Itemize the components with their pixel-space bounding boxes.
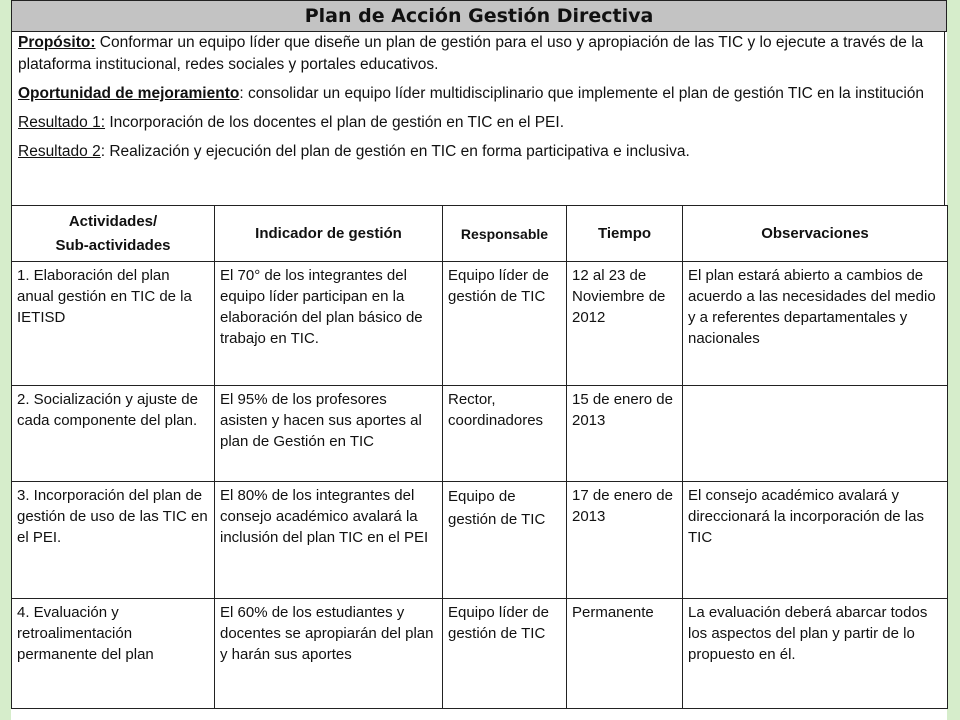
cell-observations: El plan estará abierto a cambios de acuerdo a las necesidades del medio y a referentes departamentales y nacionales bbox=[683, 262, 948, 386]
cell-responsible: Equipo líder de gestión de TIC bbox=[443, 599, 567, 709]
page-title: Plan de Acción Gestión Directiva bbox=[11, 0, 947, 32]
purpose-label: Propósito: bbox=[18, 34, 96, 51]
result2-text: : Realización y ejecución del plan de gestión en TIC en forma participativa e inclusiva. bbox=[100, 143, 690, 160]
cell-observations: El consejo académico avalará y direccionará la incorporación de las TIC bbox=[683, 482, 948, 599]
purpose-section bbox=[11, 32, 945, 205]
column-header-responsible: Responsable bbox=[443, 206, 567, 262]
table-row bbox=[12, 599, 948, 709]
cell-time: Permanente bbox=[567, 599, 683, 709]
cell-time: 12 al 23 de Noviembre de 2012 bbox=[567, 262, 683, 386]
table-row bbox=[12, 386, 948, 482]
cell-activity: 2. Socialización y ajuste de cada componente del plan. bbox=[12, 386, 215, 482]
result1-text: Incorporación de los docentes el plan de gestión en TIC en el PEI. bbox=[105, 114, 565, 131]
opportunity-label: Oportunidad de mejoramiento bbox=[18, 85, 240, 102]
cell-activity: 4. Evaluación y retroalimentación permanente del plan bbox=[12, 599, 215, 709]
column-header-observations: Observaciones bbox=[683, 206, 948, 262]
cell-indicator: El 95% de los profesores asisten y hacen sus aportes al plan de Gestión en TIC bbox=[215, 386, 443, 482]
cell-time: 17 de enero de 2013 bbox=[567, 482, 683, 599]
table-header-row bbox=[12, 206, 948, 262]
cell-time: 15 de enero de 2013 bbox=[567, 386, 683, 482]
column-header-activities-line1: Actividades/ bbox=[68, 212, 158, 230]
result2-paragraph bbox=[18, 141, 938, 163]
cell-observations bbox=[683, 386, 948, 482]
column-header-activities bbox=[12, 206, 215, 262]
result1-paragraph bbox=[18, 112, 938, 134]
cell-activity: 3. Incorporación del plan de gestión de uso de las TIC en el PEI. bbox=[12, 482, 215, 599]
action-plan-table bbox=[11, 205, 948, 709]
purpose-text: Conformar un equipo líder que diseñe un plan de gestión para el uso y apropiación de las TIC y lo ejecute a través de la plataforma institucional, redes sociales y portales educativos. bbox=[18, 34, 924, 73]
cell-responsible: Equipo de gestión de TIC bbox=[443, 482, 567, 599]
result1-label: Resultado 1: bbox=[18, 114, 106, 131]
cell-indicator: El 70° de los integrantes del equipo líder participan en la elaboración del plan básico de trabajo en TIC. bbox=[215, 262, 443, 386]
table-row bbox=[12, 482, 948, 599]
cell-indicator: El 60% de los estudiantes y docentes se apropiarán del plan y harán sus aportes bbox=[215, 599, 443, 709]
purpose-paragraph bbox=[18, 32, 938, 76]
table-row bbox=[12, 262, 948, 386]
cell-activity: 1. Elaboración del plan anual gestión en TIC de la IETISD bbox=[12, 262, 215, 386]
result2-label: Resultado 2 bbox=[18, 143, 101, 160]
opportunity-text: : consolidar un equipo líder multidisciplinario que implemente el plan de gestión TIC en la institución bbox=[239, 85, 925, 102]
document-sheet bbox=[11, 0, 947, 720]
column-header-time: Tiempo bbox=[567, 206, 683, 262]
cell-responsible: Rector, coordinadores bbox=[443, 386, 567, 482]
column-header-indicator: Indicador de gestión bbox=[215, 206, 443, 262]
opportunity-paragraph bbox=[18, 83, 938, 105]
cell-observations: La evaluación deberá abarcar todos los aspectos del plan y partir de lo propuesto en él. bbox=[683, 599, 948, 709]
cell-indicator: El 80% de los integrantes del consejo académico avalará la inclusión del plan TIC en el PEI bbox=[215, 482, 443, 599]
cell-responsible: Equipo líder de gestión de TIC bbox=[443, 262, 567, 386]
column-header-activities-line2: Sub-actividades bbox=[55, 236, 171, 254]
